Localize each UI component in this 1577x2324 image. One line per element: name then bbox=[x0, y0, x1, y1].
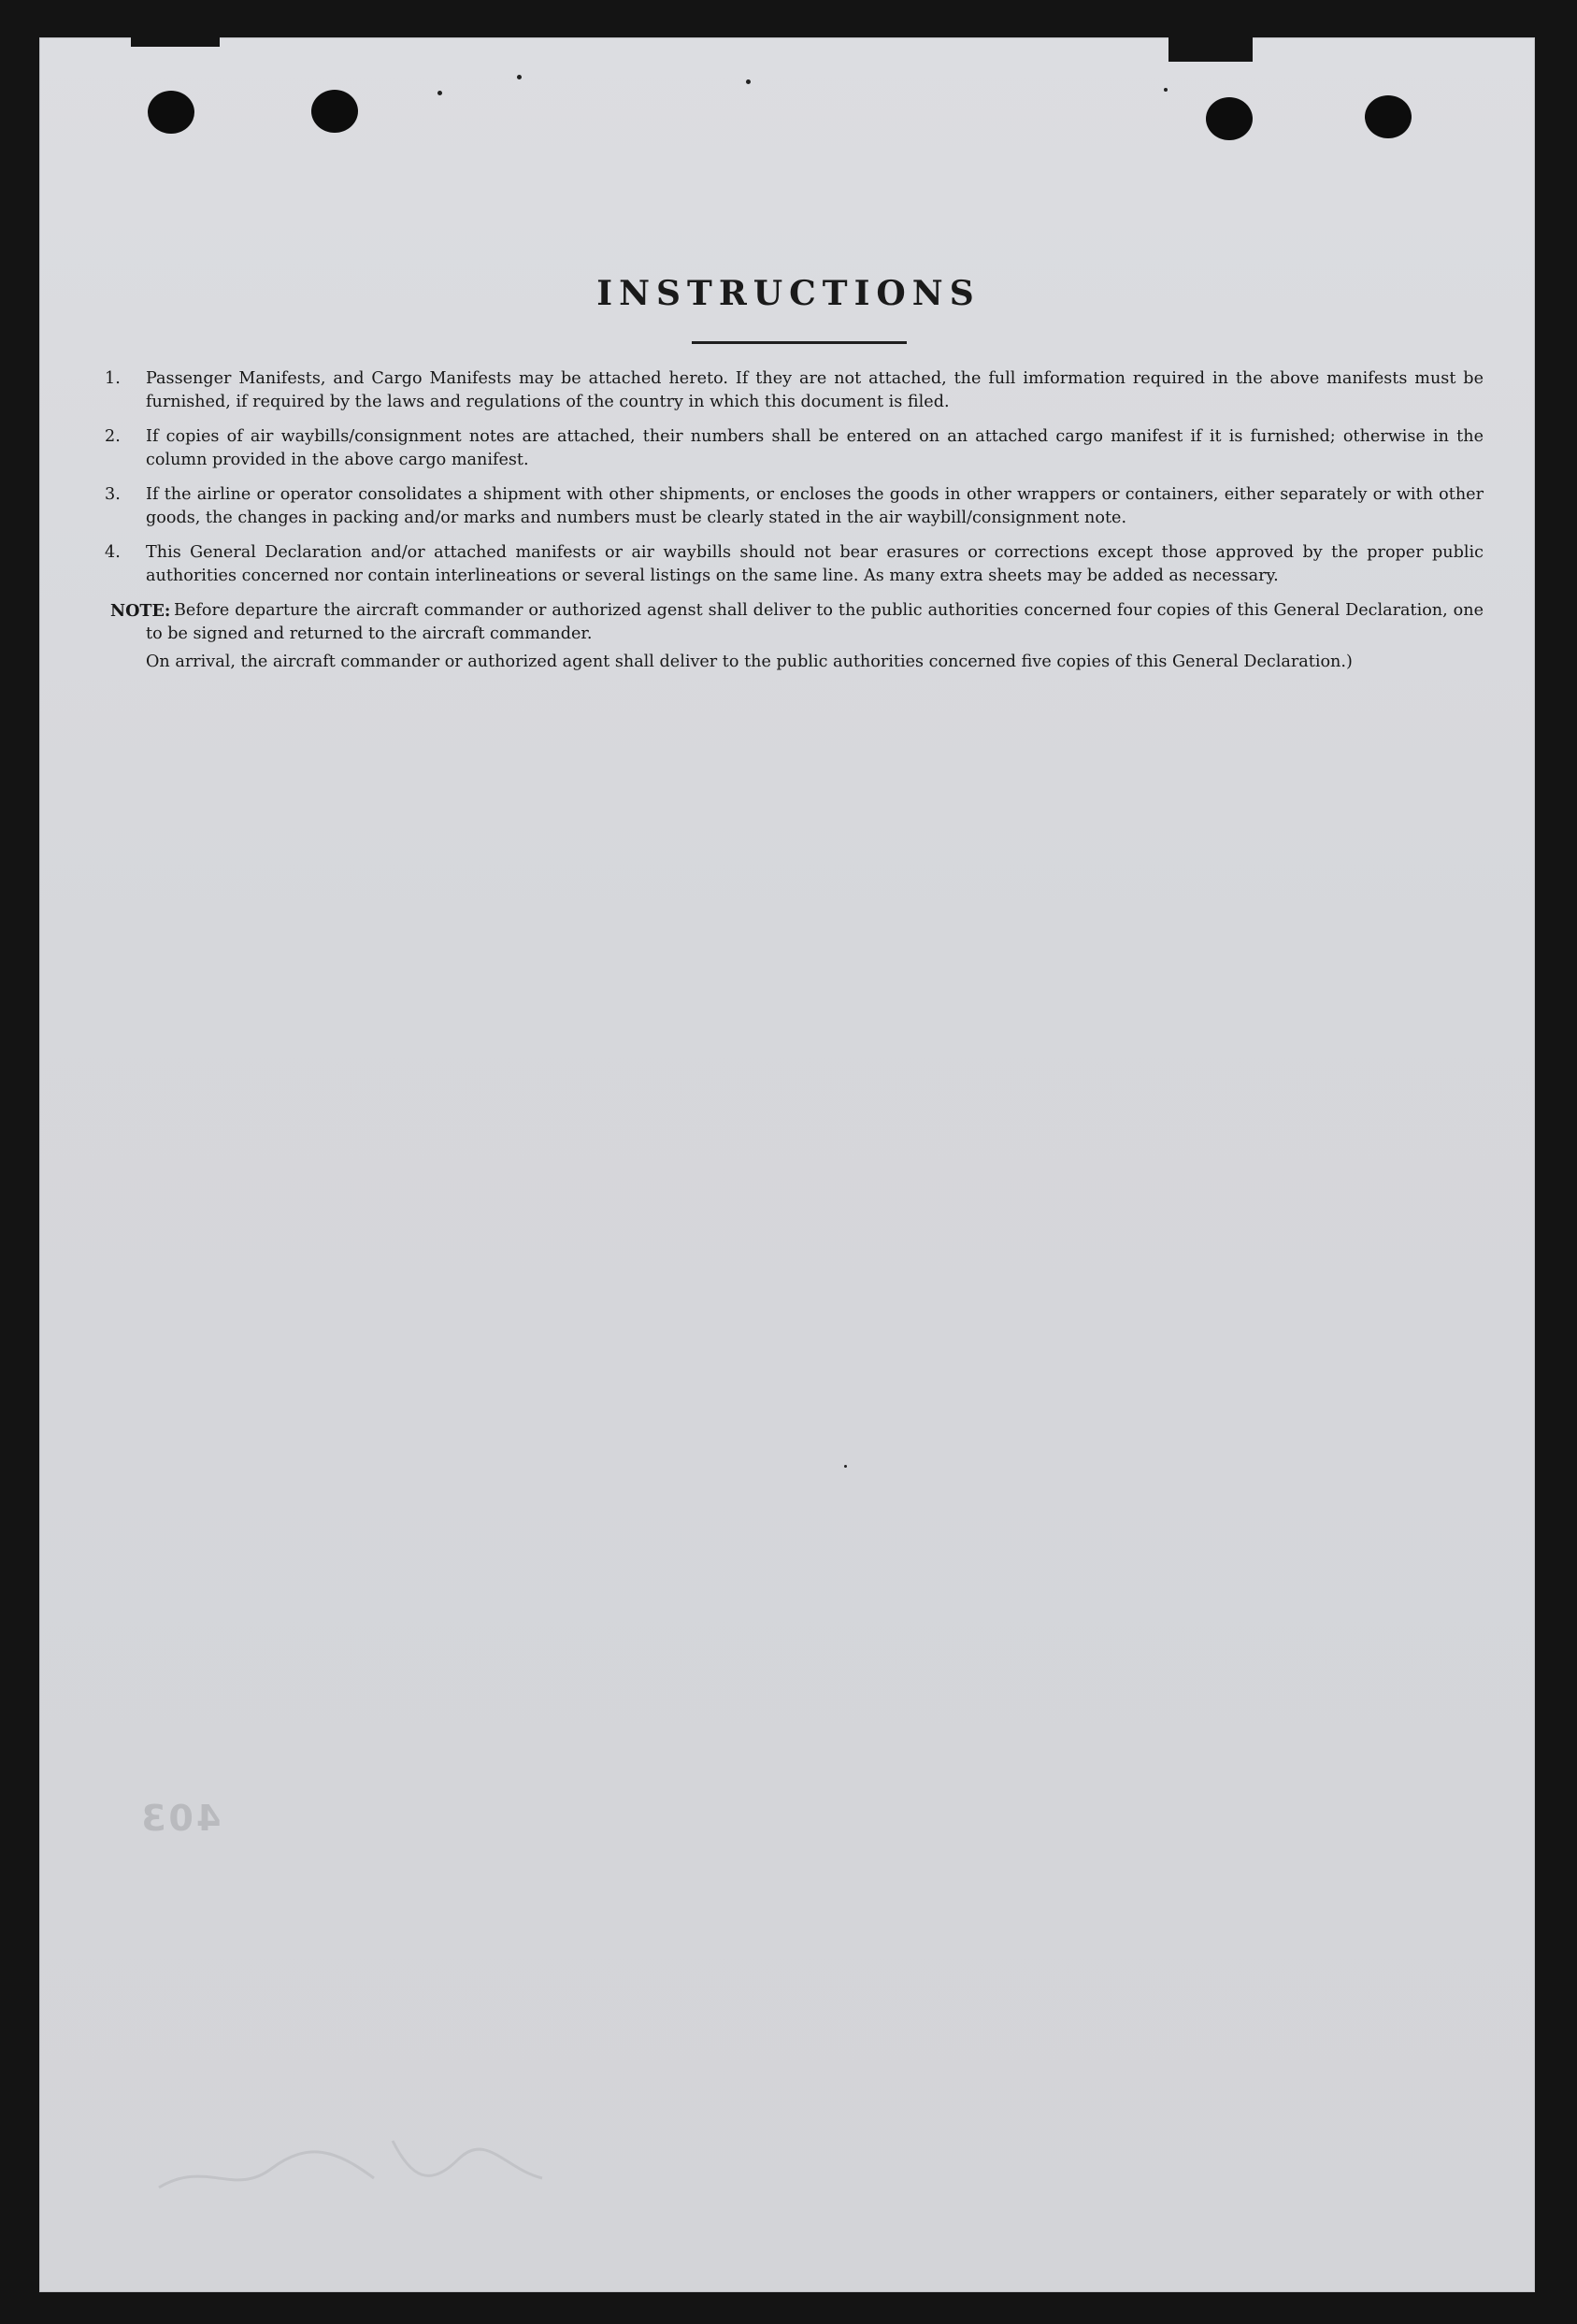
punch-hole bbox=[311, 90, 358, 133]
page-edge-shadow bbox=[131, 37, 220, 47]
note-text: Before departure the aircraft commander or authorized agenst shall deliver to the public authorities concerned four copies of this General Declaration, one to be signed and returned to the aircraft commander. bbox=[146, 601, 1484, 643]
item-text: Passenger Manifests, and Cargo Manifests may be attached hereto. If they are not attached, the full imformation required in the above manifests must be furnished, if required by the laws and regulations of the country in which this document is filed. bbox=[146, 369, 1484, 411]
speck bbox=[517, 75, 522, 79]
item-number: 4. bbox=[105, 543, 121, 562]
punch-hole bbox=[148, 91, 194, 134]
speck bbox=[1164, 88, 1168, 92]
page-number-bleedthrough: 403 bbox=[138, 1798, 222, 1839]
item-number: 2. bbox=[105, 427, 121, 446]
item-text: This General Declaration and/or attached manifests or air waybills should not bear erasures or corrections except those approved by the proper public authorities concerned nor contain interlineations or several listings on the same line. As many extra sheets may be added as necessary. bbox=[146, 543, 1484, 585]
list-item bbox=[105, 541, 1484, 588]
item-text: If the airline or operator consolidates a shipment with other shipments, or encloses the goods in other wrappers or containers, either separately or with other goods, the changes in packing and/or marks and numbers must be clearly stated in the air waybill/consignment note. bbox=[146, 485, 1484, 527]
instructions-list bbox=[105, 367, 1484, 679]
speck bbox=[437, 91, 442, 95]
speck bbox=[844, 1465, 847, 1468]
page-title: INSTRUCTIONS bbox=[596, 274, 981, 313]
punch-hole bbox=[1365, 95, 1412, 138]
page-edge-shadow bbox=[1168, 37, 1253, 62]
list-item bbox=[105, 367, 1484, 414]
note-label: NOTE: bbox=[110, 601, 171, 621]
punch-hole bbox=[1206, 97, 1253, 140]
list-item bbox=[105, 425, 1484, 472]
note-block bbox=[105, 599, 1484, 674]
title-underline bbox=[692, 341, 907, 344]
speck bbox=[746, 79, 751, 84]
signature-bleedthrough bbox=[150, 2122, 617, 2206]
item-text: If copies of air waybills/consignment notes are attached, their numbers shall be entered on an attached cargo manifest if it is furnished; otherwise in the column provided in the above cargo manifest. bbox=[146, 427, 1484, 469]
list-item bbox=[105, 483, 1484, 530]
item-number: 3. bbox=[105, 485, 121, 504]
item-number: 1. bbox=[105, 369, 121, 388]
note-arrival-text: On arrival, the aircraft commander or authorized agent shall deliver to the public authorities concerned five copies of this General Declaration.) bbox=[146, 653, 1353, 671]
